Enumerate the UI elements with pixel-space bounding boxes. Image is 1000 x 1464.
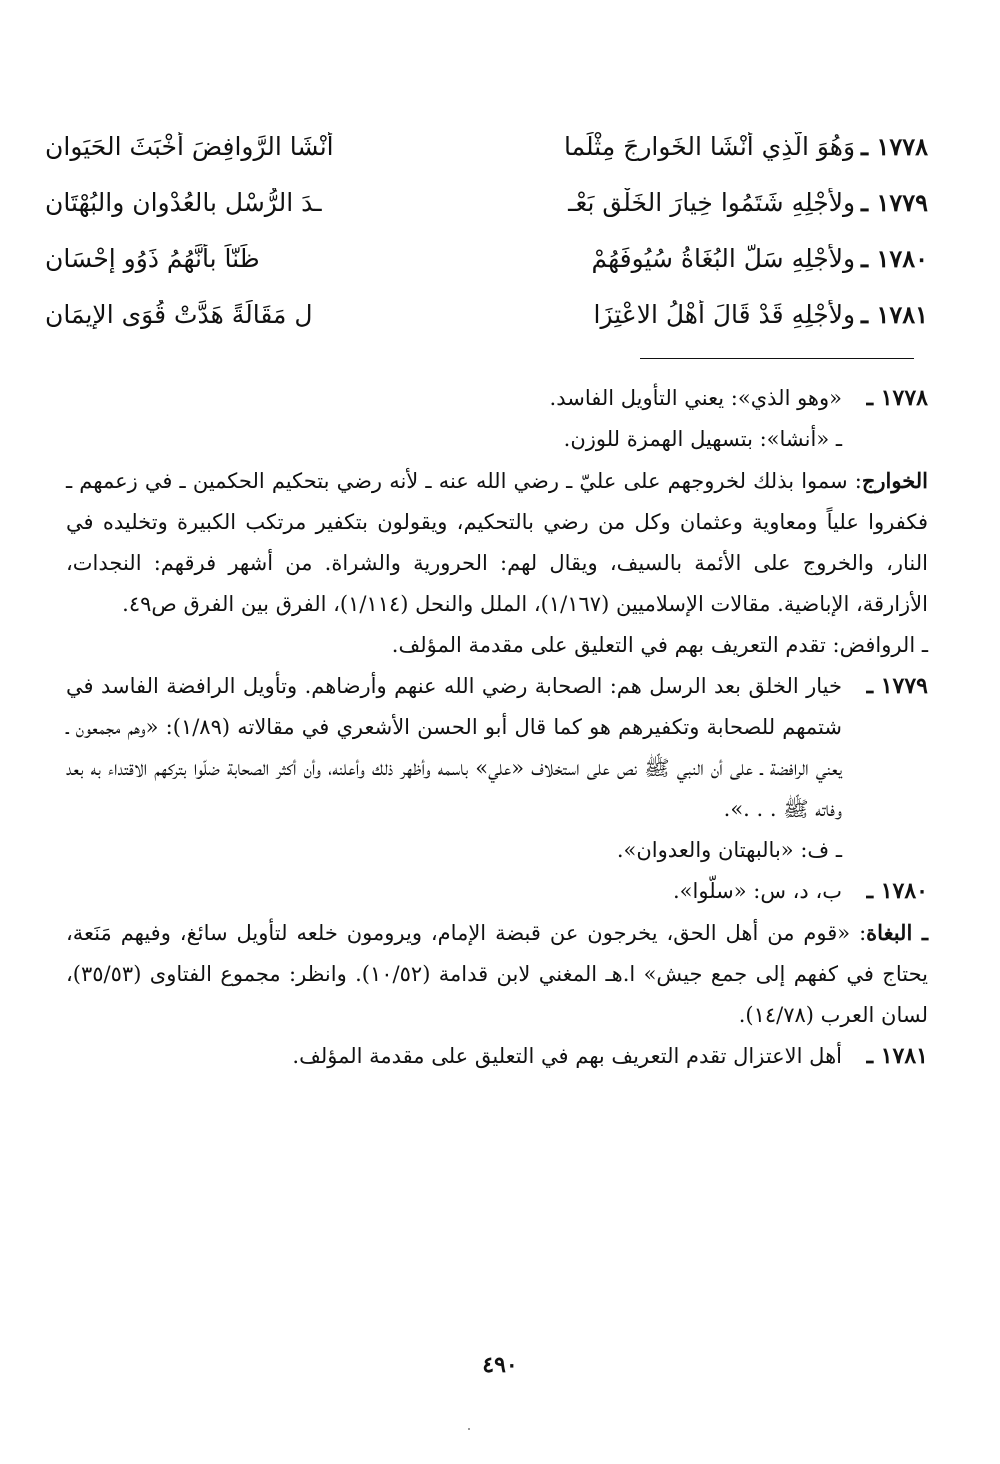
footnote-1780	[66, 871, 928, 912]
footnote-text: أهل الاعتزال تقدم التعريف بهم في التعليق على مقدمة المؤلف.	[292, 1044, 842, 1068]
verse-first-hemistich	[425, 132, 928, 161]
footnote-line: ـ ف: «بالبهتان والعدوان».	[616, 838, 842, 862]
footnote-1779	[66, 666, 928, 871]
verse-hemistich-2: أَنْشَا الرَّوافِضَ أَخْبَثَ الحَيَوانِ	[45, 131, 334, 161]
verse-number: ١٧٧٨ ـ	[861, 131, 928, 161]
footnote-body	[66, 378, 842, 460]
verse-hemistich-1: ولأَجْلِهِ سَلَّ البُغَاةُ سُيُوفَهُمْ	[591, 243, 856, 273]
khawarij-definition: : سموا بذلك لخروجهم على عليّ ـ رضي الله عنه ـ لأنه رضي بتحكيم الحكمين ـ في زعمهم ـ فكفروا علياً ومعاوية وعثمان وكل من رضي بالتحكيم، ويقولون بتكفير مرتكب الكبيرة وتخليده في النار، والخروج على الأئمة بالسيف، ويقال لهم: الحرورية والشراة. من أشهر فرقهم: النجدات، الأزارقة، الإباضية. مقالات الإسلاميين (١/١٦٧)، الملل والنحل (١/١١٤)، الفرق بين الفرق ص٤٩.	[66, 469, 928, 616]
verse-hemistich-1: وَهُوَ الَّذِي أَنْشَا الخَوارِجَ مِثْلَما	[563, 131, 856, 161]
verse-hemistich-1: ولأَجْلِهِ شَتَمُوا خِيارَ الخَلْقِ بَعْـ	[568, 187, 856, 217]
verse-1780	[45, 230, 928, 286]
verse-first-hemistich	[425, 300, 928, 329]
verse-number: ١٧٨١ ـ	[861, 299, 928, 329]
page-number: ٤٩٠	[482, 1352, 518, 1378]
verse-1778	[45, 118, 928, 174]
footnotes	[66, 378, 928, 1077]
verse-hemistich-2: لِ مَقَالَةً هَدَّتْ قُوَى الإِيمَانِ	[45, 299, 313, 329]
footnote-body	[66, 666, 842, 871]
term-bughat: ـ البغاة	[866, 920, 928, 945]
verse-number: ١٧٧٩ ـ	[861, 187, 928, 217]
verses-block	[45, 118, 928, 342]
footnote-paragraph-bughat	[66, 912, 928, 1036]
footnote-1781	[66, 1036, 928, 1077]
footnote-body	[66, 871, 842, 912]
footnote-text: ب، د، س: «سلّوا».	[672, 879, 842, 903]
footnote-number: ١٧٨٠ ـ	[866, 878, 928, 904]
verse-hemistich-1: ولأَجْلِهِ قَدْ قَالَ أَهْلُ الاعْتِزَا	[593, 299, 856, 329]
footnote-number: ١٧٧٩ ـ	[866, 673, 928, 699]
footnote-text: خيار الخلق بعد الرسل هم: الصحابة رضي الله عنهم وأرضاهم. وتأويل الرافضة الفاسد في شتمهم للصحابة وتكفيرهم هو كما قال أبو الحسن الأشعري في مقالاته (١/٨٩): «وهم مجمعون ـ يعني الرافضة ـ على أن النبي ﷺ نص على استخلاف «علي» باسمه وأظهر ذلك وأعلنه، وأن أكثر الصحابة ضلّوا بتركهم الاقتداء به بعد وفاته ﷺ . . .».	[66, 674, 842, 821]
footnote-line: ـ «أنشا»: بتسهيل الهمزة للوزن.	[563, 427, 842, 451]
footnote-paragraph-khawarij	[66, 460, 928, 625]
term-khawarij: الخوارج	[861, 468, 928, 493]
bughat-definition: : «قوم من أهل الحق، يخرجون عن قبضة الإمام، ويرومون خلعه لتأويل سائغ، وفيهم مَنَعة، يحتاج في كفهم إلى جمع جيش» ا.هـ المغني لابن قدامة (١٠/٥٢). وانظر: مجموع الفتاوى (٣٥/٥٣)، لسان العرب (١٤/٧٨).	[66, 921, 928, 1027]
footnote-separator	[640, 358, 914, 359]
footnote-body	[66, 1036, 842, 1077]
footnote-number: ١٧٨١ ـ	[866, 1043, 928, 1069]
verse-number: ١٧٨٠ ـ	[861, 243, 928, 273]
scan-speck	[468, 1428, 470, 1430]
footnote-line: «وهو الذي»: يعني التأويل الفاسد.	[549, 386, 842, 410]
verse-first-hemistich	[425, 188, 928, 217]
footnote-1778	[66, 378, 928, 460]
footnote-number: ١٧٧٨ ـ	[866, 385, 928, 411]
verse-1779	[45, 174, 928, 230]
verse-first-hemistich	[425, 244, 928, 273]
verse-1781	[45, 286, 928, 342]
footnote-line-rawafid: ـ الروافض: تقدم التعريف بهم في التعليق على مقدمة المؤلف.	[391, 633, 928, 657]
verse-hemistich-2: ظَنّاً بأَنَّهُمُ ذَوُو إِحْسَانِ	[45, 243, 260, 273]
verse-hemistich-2: ـدَ الرُّسْلِ بالعُدْوانِ والبُهْتَانِ	[45, 187, 322, 217]
